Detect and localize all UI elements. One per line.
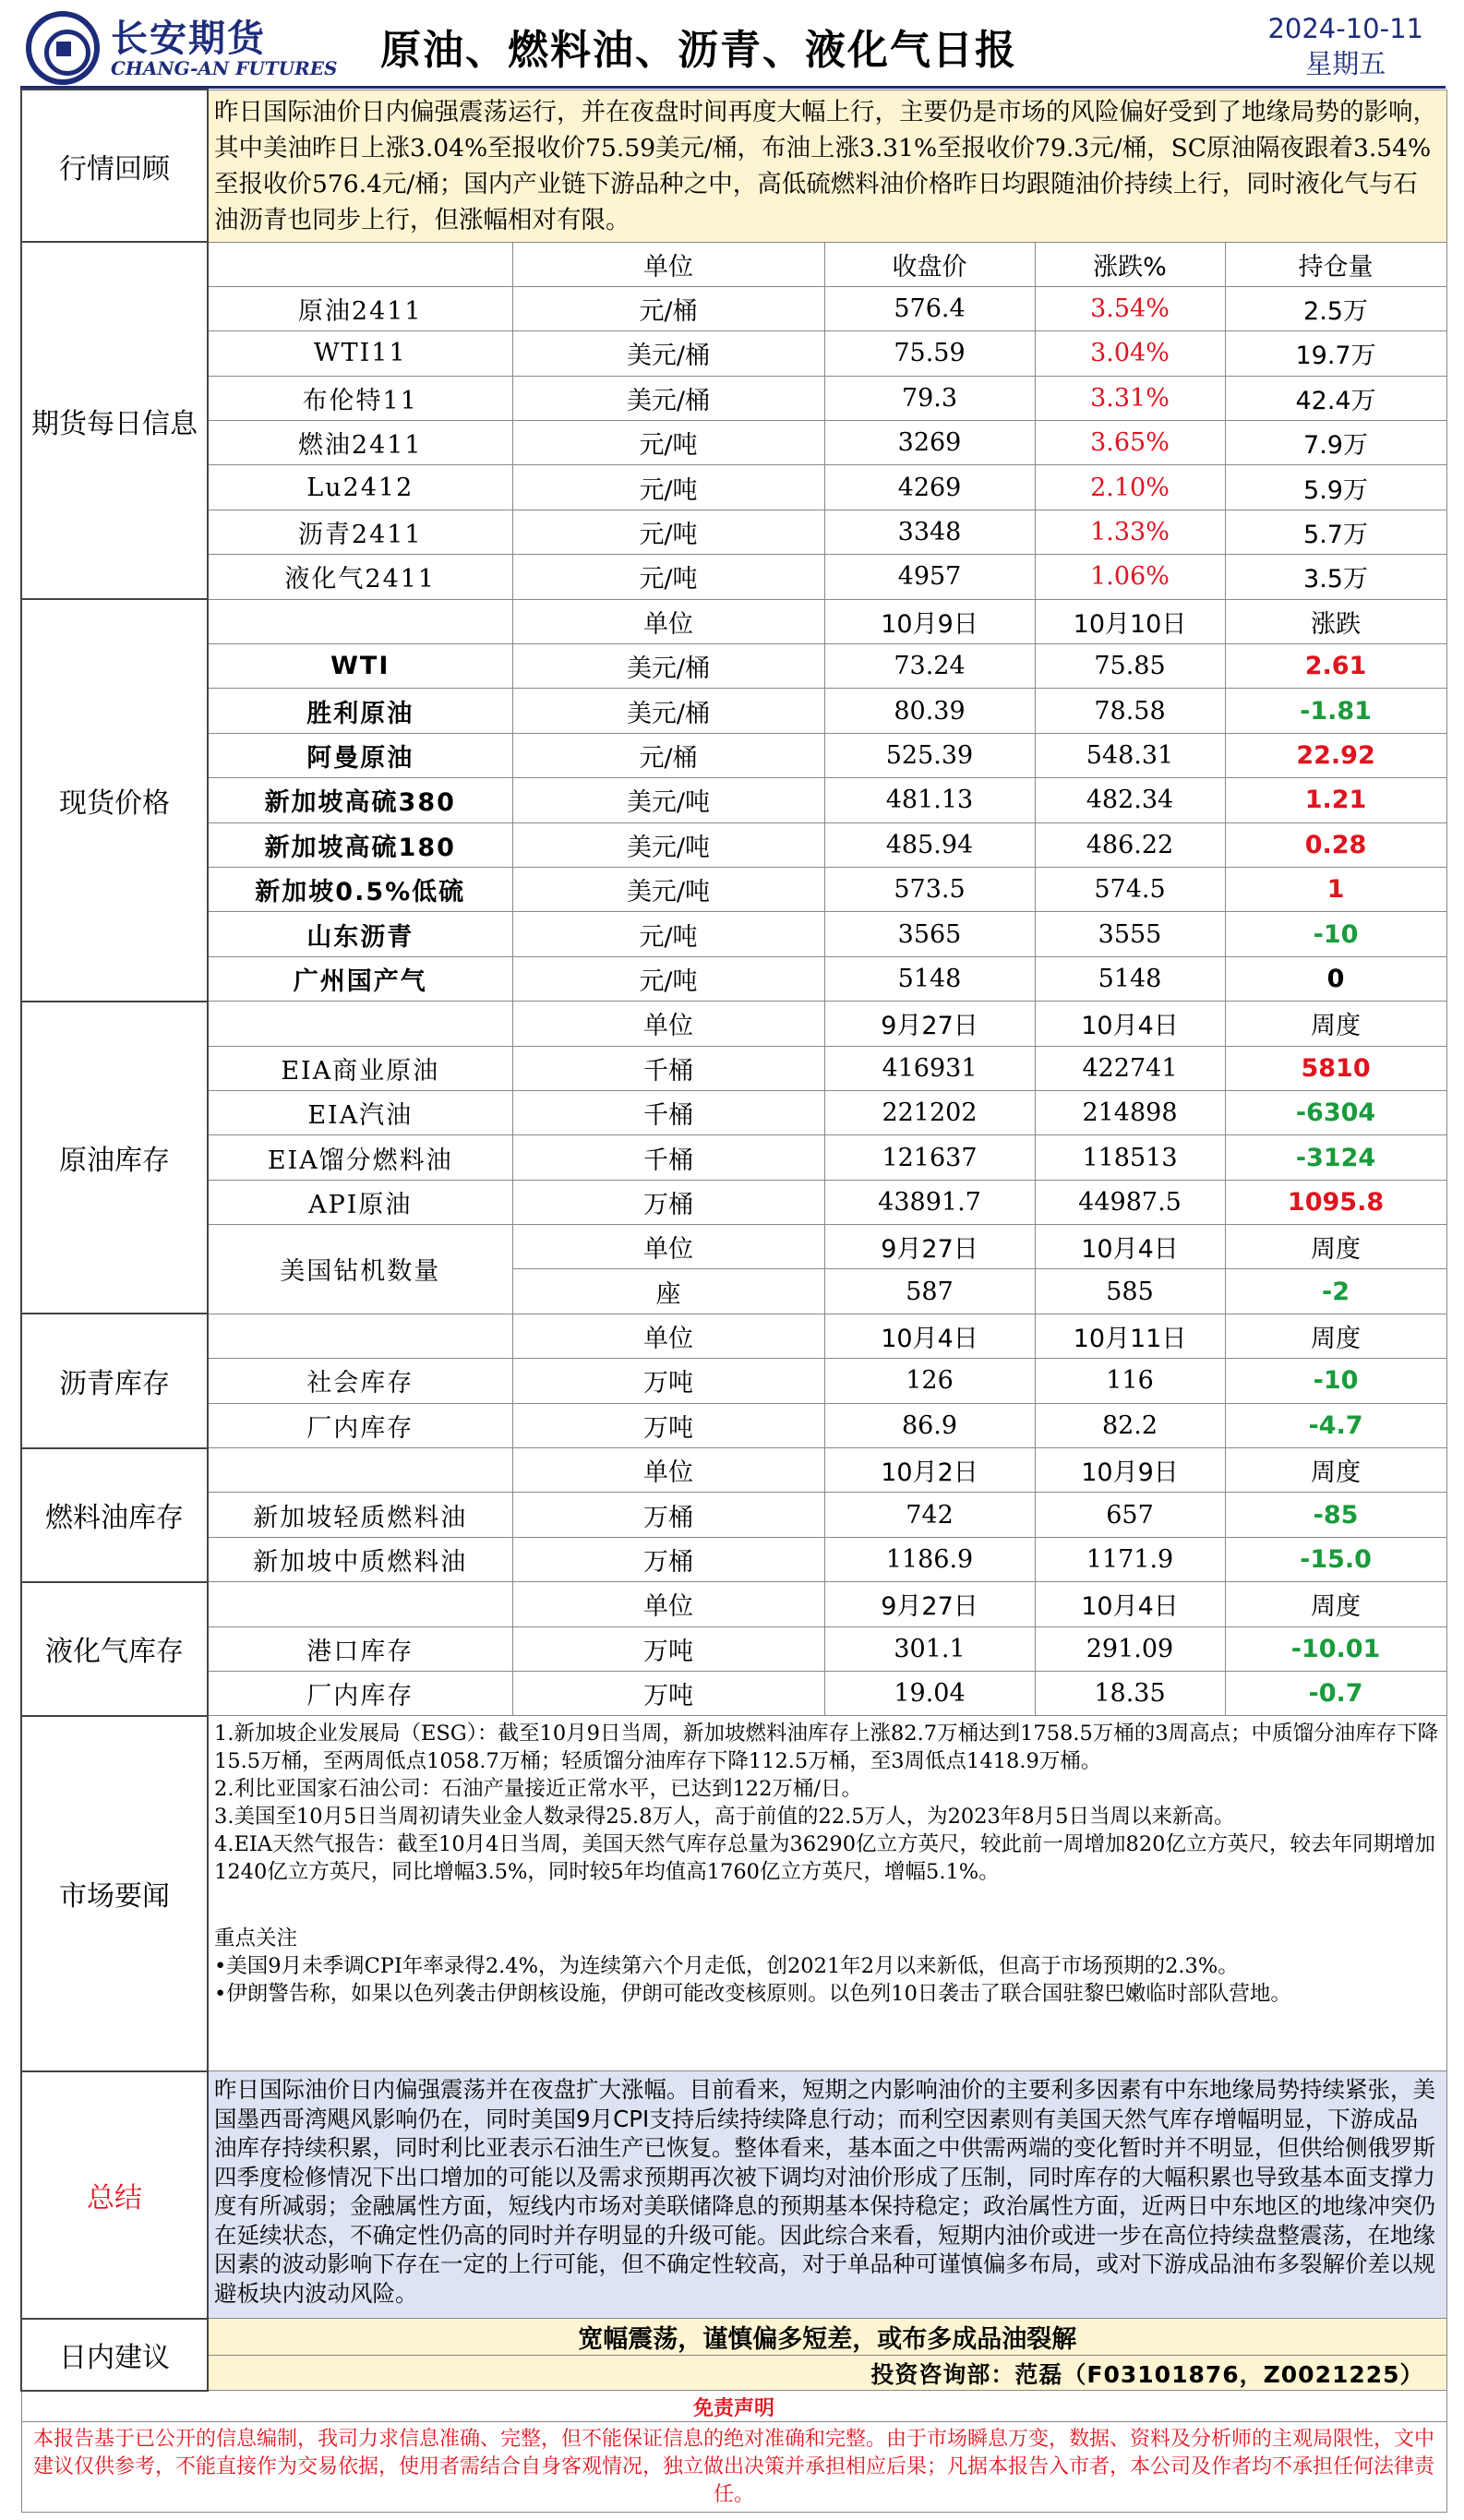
table-row bbox=[21, 822, 1446, 867]
table-row bbox=[21, 1046, 1446, 1090]
abs-change: -10 bbox=[1225, 912, 1446, 956]
focus-item: •伊朗警告称，如果以色列袭击伊朗核设施，伊朗可能改变核原则。以色列10日袭击了联合国驻黎巴嫩临时部队营地。 bbox=[214, 1982, 1291, 2007]
unit-cell: 千桶 bbox=[512, 1135, 824, 1180]
unit-cell: 元/吨 bbox=[512, 912, 824, 956]
table-row bbox=[21, 1002, 1446, 1046]
table-row bbox=[21, 331, 1446, 376]
unit-cell: 元/桶 bbox=[512, 733, 824, 777]
unit-cell: 千桶 bbox=[512, 1046, 824, 1090]
change-pct: 3.04% bbox=[1035, 331, 1225, 376]
report-date bbox=[1267, 11, 1423, 81]
column-header: 10月9日 bbox=[824, 599, 1035, 643]
news-item: 1.新加坡企业发展局（ESG）：截至10月9日当周，新加坡燃料油库存上涨82.7万桶达到1758.5万桶的3周高点；中质馏分油库存下降15.5万桶，至两周低点1058.7万桶；轻质馏分油库存下降112.5万桶，至3周低点1418.9万桶。 bbox=[214, 1722, 1439, 1774]
table-row bbox=[21, 1135, 1446, 1180]
open-interest: 42.4万 bbox=[1225, 376, 1446, 420]
column-header: 10月9日 bbox=[1035, 1448, 1225, 1493]
price-day1: 3565 bbox=[824, 912, 1035, 956]
value-week1: 126 bbox=[824, 1359, 1035, 1403]
value-week1: 1186.9 bbox=[824, 1537, 1035, 1581]
open-interest: 7.9万 bbox=[1225, 421, 1446, 465]
price-day2: 5148 bbox=[1035, 956, 1225, 1001]
column-header: 10月4日 bbox=[1035, 1582, 1225, 1626]
weekly-change: -0.7 bbox=[1225, 1672, 1446, 1716]
price-day2: 548.31 bbox=[1035, 733, 1225, 777]
value-week1: 86.9 bbox=[824, 1403, 1035, 1447]
unit-cell: 元/吨 bbox=[512, 421, 824, 465]
close-price: 3348 bbox=[824, 510, 1035, 554]
weekly-change: -6304 bbox=[1225, 1090, 1446, 1134]
advice-text: 宽幅震荡，谨慎偏多短差，或布多成品油裂解 bbox=[208, 2319, 1446, 2356]
spot-name: 阿曼原油 bbox=[208, 733, 512, 777]
change-pct: 3.54% bbox=[1035, 286, 1225, 330]
price-day2: 78.58 bbox=[1035, 689, 1225, 733]
column-header: 单位 bbox=[512, 242, 824, 286]
news-item: 2.利比亚国家石油公司：石油产量接近正常水平，已达到122万桶/日。 bbox=[214, 1777, 862, 1802]
header-blank bbox=[208, 1314, 512, 1358]
value-week1: 742 bbox=[824, 1493, 1035, 1537]
brand-name-cn: 长安期货 bbox=[111, 18, 266, 60]
change-pct: 1.33% bbox=[1035, 510, 1225, 554]
close-price: 75.59 bbox=[824, 331, 1035, 376]
section-label-advice: 日内建议 bbox=[21, 2319, 208, 2391]
news-block bbox=[208, 1716, 1446, 2071]
unit-cell: 元/吨 bbox=[512, 465, 824, 510]
instrument-name: Lu2412 bbox=[208, 465, 512, 510]
report-title: 原油、燃料油、沥青、液化气日报 bbox=[380, 27, 1017, 74]
table-row bbox=[21, 867, 1446, 911]
table-row bbox=[21, 1582, 1446, 1626]
price-day1: 73.24 bbox=[824, 644, 1035, 689]
unit-cell: 元/吨 bbox=[512, 510, 824, 554]
table-row bbox=[21, 510, 1446, 554]
unit-cell: 元/吨 bbox=[512, 956, 824, 1001]
unit-cell: 美元/吨 bbox=[512, 867, 824, 911]
table-row bbox=[21, 1672, 1446, 1716]
column-header: 周度 bbox=[1225, 1002, 1446, 1046]
value-week1: 19.04 bbox=[824, 1672, 1035, 1716]
value-week2: 116 bbox=[1035, 1359, 1225, 1403]
weekly-change: -10 bbox=[1225, 1359, 1446, 1403]
weekly-change: -3124 bbox=[1225, 1135, 1446, 1180]
value-week2: 422741 bbox=[1035, 1046, 1225, 1090]
section-label-summary: 总结 bbox=[21, 2071, 208, 2319]
open-interest: 3.5万 bbox=[1225, 555, 1446, 599]
inventory-name: EIA汽油 bbox=[208, 1090, 512, 1134]
inventory-name: 厂内库存 bbox=[208, 1403, 512, 1447]
close-price: 4957 bbox=[824, 555, 1035, 599]
table-row bbox=[21, 1626, 1446, 1671]
spot-name: 广州国产气 bbox=[208, 956, 512, 1001]
column-header: 9月27日 bbox=[824, 1225, 1035, 1269]
table-row bbox=[21, 376, 1446, 420]
inventory-name: 新加坡中质燃料油 bbox=[208, 1537, 512, 1581]
section-label-fuel-oil-inventory: 燃料油库存 bbox=[21, 1448, 208, 1582]
inventory-name: EIA馏分燃料油 bbox=[208, 1135, 512, 1180]
weekly-change: -15.0 bbox=[1225, 1537, 1446, 1581]
weekday-text: 星期五 bbox=[1305, 48, 1386, 79]
open-interest: 5.9万 bbox=[1225, 465, 1446, 510]
unit-cell: 座 bbox=[512, 1269, 824, 1314]
unit-cell: 万吨 bbox=[512, 1359, 824, 1403]
unit-cell: 美元/桶 bbox=[512, 644, 824, 689]
header-blank bbox=[208, 242, 512, 286]
value-week2: 657 bbox=[1035, 1493, 1225, 1537]
inventory-name: 港口库存 bbox=[208, 1626, 512, 1671]
column-header: 周度 bbox=[1225, 1582, 1446, 1626]
column-header: 收盘价 bbox=[824, 242, 1035, 286]
table-row bbox=[21, 733, 1446, 777]
value-week1: 301.1 bbox=[824, 1626, 1035, 1671]
close-price: 79.3 bbox=[824, 376, 1035, 420]
value-week2: 82.2 bbox=[1035, 1403, 1225, 1447]
price-day2: 482.34 bbox=[1035, 778, 1225, 822]
table-row bbox=[21, 778, 1446, 822]
price-day1: 5148 bbox=[824, 956, 1035, 1001]
unit-cell: 美元/吨 bbox=[512, 822, 824, 867]
unit-cell: 美元/吨 bbox=[512, 778, 824, 822]
spot-name: 新加坡高硫380 bbox=[208, 778, 512, 822]
value-week2: 214898 bbox=[1035, 1090, 1225, 1134]
column-header: 10月4日 bbox=[824, 1314, 1035, 1358]
weekly-change: 5810 bbox=[1225, 1046, 1446, 1090]
review-text: 昨日国际油价日内偏强震荡运行，并在夜盘时间再度大幅上行，主要仍是市场的风险偏好受到了地缘局势的影响，其中美油昨日上涨3.04%至报收价75.59美元/桶，布油上涨3.31%至报收价79.3元/桶，SC原油隔夜跟着3.54%至报收价576.4元/桶；国内产业链下游品种之中，高低硫燃料油价格昨日均跟随油价持续上行，同时液化气与石油沥青也同步上行，但涨幅相对有限。 bbox=[208, 90, 1446, 242]
brand-name-en: CHANG-AN FUTURES bbox=[111, 57, 338, 79]
open-interest: 2.5万 bbox=[1225, 286, 1446, 330]
abs-change: 2.61 bbox=[1225, 644, 1446, 689]
table-row bbox=[21, 1448, 1446, 1493]
weekly-change: -2 bbox=[1225, 1269, 1446, 1314]
instrument-name: 原油2411 bbox=[208, 286, 512, 330]
section-label-review: 行情回顾 bbox=[21, 90, 208, 242]
section-label-news: 市场要闻 bbox=[21, 1716, 208, 2071]
table-row bbox=[21, 1493, 1446, 1537]
table-row bbox=[21, 1359, 1446, 1403]
table-row bbox=[21, 1314, 1446, 1358]
column-header: 涨跌 bbox=[1225, 599, 1446, 643]
instrument-name: 沥青2411 bbox=[208, 510, 512, 554]
abs-change: 0.28 bbox=[1225, 822, 1446, 867]
price-day1: 481.13 bbox=[824, 778, 1035, 822]
section-label-futures: 期货每日信息 bbox=[21, 242, 208, 599]
inventory-name: 厂内库存 bbox=[208, 1672, 512, 1716]
price-day1: 525.39 bbox=[824, 733, 1035, 777]
news-item: 3.美国至10月5日当周初请失业金人数录得25.8万人，高于前值的22.5万人，为2023年8月5日当周以来新高。 bbox=[214, 1805, 1235, 1830]
table-row bbox=[21, 421, 1446, 465]
price-day2: 486.22 bbox=[1035, 822, 1225, 867]
unit-cell: 美元/桶 bbox=[512, 331, 824, 376]
report-header bbox=[20, 0, 1446, 89]
instrument-name: 液化气2411 bbox=[208, 555, 512, 599]
column-header: 9月27日 bbox=[824, 1002, 1035, 1046]
change-pct: 3.31% bbox=[1035, 376, 1225, 420]
column-header: 涨跌% bbox=[1035, 242, 1225, 286]
focus-item: •美国9月未季调CPI年率录得2.4%，为连续第六个月走低，创2021年2月以来新低，但高于市场预期的2.3%。 bbox=[214, 1954, 1239, 1979]
price-day1: 485.94 bbox=[824, 822, 1035, 867]
column-header: 单位 bbox=[512, 1002, 824, 1046]
unit-cell: 元/桶 bbox=[512, 286, 824, 330]
table-row bbox=[21, 1225, 1446, 1269]
abs-change: 1.21 bbox=[1225, 778, 1446, 822]
unit-cell: 元/吨 bbox=[512, 555, 824, 599]
column-header: 周度 bbox=[1225, 1225, 1446, 1269]
unit-cell: 万吨 bbox=[512, 1626, 824, 1671]
weekly-change: -4.7 bbox=[1225, 1403, 1446, 1447]
spot-name: 新加坡0.5%低硫 bbox=[208, 867, 512, 911]
change-pct: 2.10% bbox=[1035, 465, 1225, 510]
abs-change: 22.92 bbox=[1225, 733, 1446, 777]
column-header: 单位 bbox=[512, 1582, 824, 1626]
table-row bbox=[21, 956, 1446, 1001]
unit-cell: 千桶 bbox=[512, 1090, 824, 1134]
inventory-name: EIA商业原油 bbox=[208, 1046, 512, 1090]
weekly-change: -85 bbox=[1225, 1493, 1446, 1537]
header-blank bbox=[208, 1002, 512, 1046]
instrument-name: 燃油2411 bbox=[208, 421, 512, 465]
date-text: 2024-10-11 bbox=[1267, 13, 1423, 44]
change-pct: 3.65% bbox=[1035, 421, 1225, 465]
table-row bbox=[21, 599, 1446, 643]
unit-cell: 美元/桶 bbox=[512, 376, 824, 420]
value-week2: 18.35 bbox=[1035, 1672, 1225, 1716]
header-blank bbox=[208, 599, 512, 643]
news-spacer bbox=[214, 1886, 1441, 1925]
value-week1: 416931 bbox=[824, 1046, 1035, 1090]
table-row bbox=[21, 242, 1446, 286]
disclaimer-text: 本报告基于已公开的信息编制，我司力求信息准确、完整，但不能保证信息的绝对准确和完整。由于市场瞬息万变，数据、资料及分析师的主观局限性，文中建议仅供参考，不能直接作为交易依据，使用者需结合自身客观情况，独立做出决策并承担相应后果；凡据本报告入市者，本公司及作者均不承担任何法律责任。 bbox=[21, 2422, 1446, 2513]
unit-cell: 美元/桶 bbox=[512, 689, 824, 733]
table-row bbox=[21, 1403, 1446, 1447]
column-header: 单位 bbox=[512, 1448, 824, 1493]
value-week2: 118513 bbox=[1035, 1135, 1225, 1180]
close-price: 576.4 bbox=[824, 286, 1035, 330]
table-row bbox=[21, 2422, 1446, 2513]
instrument-name: WTI11 bbox=[208, 331, 512, 376]
table-row bbox=[21, 90, 1446, 242]
table-row bbox=[21, 2071, 1446, 2319]
value-week1: 587 bbox=[824, 1269, 1035, 1314]
close-price: 3269 bbox=[824, 421, 1035, 465]
weekly-change: 1095.8 bbox=[1225, 1180, 1446, 1224]
spot-name: 胜利原油 bbox=[208, 689, 512, 733]
value-week2: 44987.5 bbox=[1035, 1180, 1225, 1224]
weekly-change: -10.01 bbox=[1225, 1626, 1446, 1671]
unit-cell: 万桶 bbox=[512, 1537, 824, 1581]
table-row bbox=[21, 2356, 1446, 2391]
table-row bbox=[21, 1537, 1446, 1581]
value-week2: 585 bbox=[1035, 1269, 1225, 1314]
section-label-lpg-inventory: 液化气库存 bbox=[21, 1582, 208, 1716]
column-header: 单位 bbox=[512, 599, 824, 643]
value-week2: 1171.9 bbox=[1035, 1537, 1225, 1581]
column-header: 10月4日 bbox=[1035, 1002, 1225, 1046]
price-day1: 80.39 bbox=[824, 689, 1035, 733]
table-row bbox=[21, 1716, 1446, 2071]
table-row bbox=[21, 644, 1446, 689]
abs-change: -1.81 bbox=[1225, 689, 1446, 733]
unit-cell: 万吨 bbox=[512, 1672, 824, 1716]
table-row bbox=[21, 912, 1446, 956]
report-table bbox=[20, 89, 1447, 2513]
table-row bbox=[21, 1090, 1446, 1134]
abs-change: 0 bbox=[1225, 956, 1446, 1001]
inventory-name: 社会库存 bbox=[208, 1359, 512, 1403]
spot-name: 山东沥青 bbox=[208, 912, 512, 956]
column-header: 10月10日 bbox=[1035, 599, 1225, 643]
column-header: 9月27日 bbox=[824, 1582, 1035, 1626]
column-header: 10月4日 bbox=[1035, 1225, 1225, 1269]
table-row bbox=[21, 465, 1446, 510]
analyst-contact: 投资咨询部：范磊（F03101876，Z0021225） bbox=[208, 2356, 1446, 2391]
open-interest: 19.7万 bbox=[1225, 331, 1446, 376]
unit-cell: 万吨 bbox=[512, 1403, 824, 1447]
header-blank bbox=[208, 1448, 512, 1493]
column-header: 10月2日 bbox=[824, 1448, 1035, 1493]
open-interest: 5.7万 bbox=[1225, 510, 1446, 554]
section-label-crude-inventory: 原油库存 bbox=[21, 1002, 208, 1314]
value-week1: 43891.7 bbox=[824, 1180, 1035, 1224]
column-header: 周度 bbox=[1225, 1314, 1446, 1358]
focus-title: 重点关注 bbox=[214, 1926, 298, 1951]
price-day2: 574.5 bbox=[1035, 867, 1225, 911]
table-row bbox=[21, 555, 1446, 599]
price-day2: 3555 bbox=[1035, 912, 1225, 956]
abs-change: 1 bbox=[1225, 867, 1446, 911]
value-week1: 221202 bbox=[824, 1090, 1035, 1134]
disclaimer-title: 免责声明 bbox=[21, 2391, 1446, 2422]
table-row bbox=[21, 286, 1446, 330]
value-week2: 291.09 bbox=[1035, 1626, 1225, 1671]
table-row bbox=[21, 2319, 1446, 2356]
close-price: 4269 bbox=[824, 465, 1035, 510]
news-item: 4.EIA天然气报告：截至10月4日当周，美国天然气库存总量为36290亿立方英尺，较此前一周增加820亿立方英尺，较去年同期增加1240亿立方英尺，同比增幅3.5%，同时较5年均值高1760亿立方英尺，增幅5.1%。 bbox=[214, 1832, 1435, 1885]
table-row bbox=[21, 689, 1446, 733]
column-header: 单位 bbox=[512, 1314, 824, 1358]
inventory-name: 新加坡轻质燃料油 bbox=[208, 1493, 512, 1537]
section-label-asphalt-inventory: 沥青库存 bbox=[21, 1314, 208, 1447]
change-pct: 1.06% bbox=[1035, 555, 1225, 599]
header-blank bbox=[208, 1582, 512, 1626]
table-row bbox=[21, 2391, 1446, 2422]
rig-count-label: 美国钻机数量 bbox=[208, 1225, 512, 1314]
summary-text: 昨日国际油价日内偏强震荡并在夜盘扩大涨幅。目前看来，短期之内影响油价的主要利多因素有中东地缘局势持续紧张，美国墨西哥湾飓风影响仍在，同时美国9月CPI支持后续持续降息行动；而利空因素则有美国天然气库存增幅明显，下游成品油库存持续积累，同时利比亚表示石油生产已恢复。整体看来，基本面之中供需两端的变化暂时并不明显，但供给侧俄罗斯四季度检修情况下出口增加的可能以及需求预期再次被下调均对油价形成了压制，同时库存的大幅积累也导致基本面支撑力度有所减弱；金融属性方面，短线内市场对美联储降息的预期基本保持稳定；政治属性方面，近两日中东地区的地缘冲突仍在延续状态，不确定性仍高的同时并存明显的升级可能。因此综合来看，短期内油价或进一步在高位持续盘整震荡，在地缘因素的波动影响下存在一定的上行可能，但不确定性较高，对于单品种可谨慎偏多布局，或对下游成品油布多裂解价差以规避板块内波动风险。 bbox=[208, 2071, 1446, 2319]
spot-name: 新加坡高硫180 bbox=[208, 822, 512, 867]
section-label-spot: 现货价格 bbox=[21, 599, 208, 1002]
spot-name: WTI bbox=[208, 644, 512, 689]
inventory-name: API原油 bbox=[208, 1180, 512, 1224]
unit-cell: 万桶 bbox=[512, 1180, 824, 1224]
price-day1: 573.5 bbox=[824, 867, 1035, 911]
value-week1: 121637 bbox=[824, 1135, 1035, 1180]
table-row bbox=[21, 1180, 1446, 1224]
column-header: 10月11日 bbox=[1035, 1314, 1225, 1358]
price-day2: 75.85 bbox=[1035, 644, 1225, 689]
column-header: 周度 bbox=[1225, 1448, 1446, 1493]
column-header: 持仓量 bbox=[1225, 242, 1446, 286]
instrument-name: 布伦特11 bbox=[208, 376, 512, 420]
column-header: 单位 bbox=[512, 1225, 824, 1269]
company-logo-icon bbox=[26, 11, 100, 85]
unit-cell: 万桶 bbox=[512, 1493, 824, 1537]
